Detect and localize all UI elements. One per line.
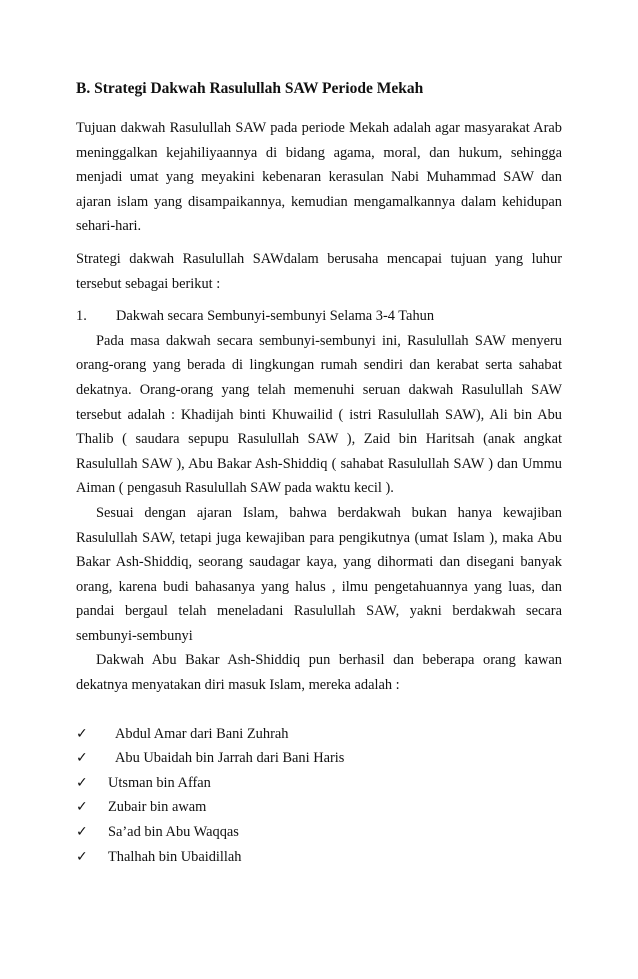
paragraph-abu-bakar: Sesuai dengan ajaran Islam, bahwa berdakwah bukan hanya kewajiban Rasulullah SAW, tetapi juga kewajiban para pengikutnya (umat Islam ), maka Abu Bakar Ash-Shiddiq, seorang saudagar kaya, yang dihormati dan disegani banyak orang, karena budi bahasanya yang halus , ilmu pengetahuannya yang luas, dan pandai bergaul telah meneladani Rasulullah SAW, yakni berdakwah secara sembunyi-sembunyi xyxy=(76,504,562,644)
list-item xyxy=(76,746,562,771)
checkmark-icon: ✓ xyxy=(76,848,88,865)
list-item-text: Thalhah bin Ubaidillah xyxy=(108,848,242,865)
list-item-text: Sa’ad bin Abu Waqqas xyxy=(108,824,239,841)
list-item xyxy=(76,820,562,845)
list-item xyxy=(76,845,562,870)
checkmark-icon: ✓ xyxy=(76,774,88,791)
document-page xyxy=(76,79,562,869)
list-item xyxy=(76,771,562,796)
paragraph-strategy-intro: Strategi dakwah Rasulullah SAWdalam berusaha mencapai tujuan yang luhur tersebut sebagai berikut : xyxy=(76,250,562,292)
checkmark-icon: ✓ xyxy=(76,750,88,767)
checkmark-icon: ✓ xyxy=(76,799,88,816)
list-item-text: Utsman bin Affan xyxy=(108,774,211,791)
list-item-text: Abdul Amar dari Bani Zuhrah xyxy=(115,725,289,742)
checkmark-icon: ✓ xyxy=(76,824,88,841)
section-heading: B. Strategi Dakwah Rasulullah SAW Periode Mekah xyxy=(76,80,424,97)
list-item-text: Abu Ubaidah bin Jarrah dari Bani Haris xyxy=(115,750,345,767)
checkmark-icon: ✓ xyxy=(76,725,88,742)
paragraph-dakwah-goal: Tujuan dakwah Rasulullah SAW pada periode Mekah adalah agar masyarakat Arab meninggalkan kejahiliyaannya di bidang agama, moral, dan hukum, sehingga menjadi umat yang meyakini kebenaran kerasulan Nabi Muhammad SAW dan ajaran islam yang disampaikannya, kemudian mengamalkannya dalam kehidupan sehari-hari. xyxy=(76,120,562,235)
list-item xyxy=(76,722,562,747)
item-number: 1. xyxy=(76,308,87,325)
converts-checklist xyxy=(76,722,562,870)
list-item-text: Zubair bin awam xyxy=(108,799,207,816)
paragraph-secret-dakwah: Pada masa dakwah secara sembunyi-sembunyi ini, Rasulullah SAW menyeru orang-orang yang berada di lingkungan rumah sendiri dan kerabat serta sahabat dekatnya. Orang-orang yang telah memenuhi seruan dakwah Rasulullah SAW tersebut adalah : Khadijah binti Khuwailid ( istri Rasulullah SAW), Ali bin Abu Thalib ( saudara sepupu Rasulullah SAW ), Zaid bin Haritsah (anak angkat Rasulullah SAW ), Abu Bakar Ash-Shiddiq ( sahabat Rasulullah SAW ) dan Ummu Aiman ( pengasuh Rasulullah SAW pada waktu kecil ). xyxy=(76,332,562,497)
paragraph-converts-intro: Dakwah Abu Bakar Ash-Shiddiq pun berhasil dan beberapa orang kawan dekatnya menyatakan diri masuk Islam, mereka adalah : xyxy=(76,652,562,694)
spacer xyxy=(76,698,562,722)
list-item xyxy=(76,795,562,820)
numbered-item-1 xyxy=(76,304,562,329)
item-title: Dakwah secara Sembunyi-sembunyi Selama 3-4 Tahun xyxy=(116,308,435,325)
